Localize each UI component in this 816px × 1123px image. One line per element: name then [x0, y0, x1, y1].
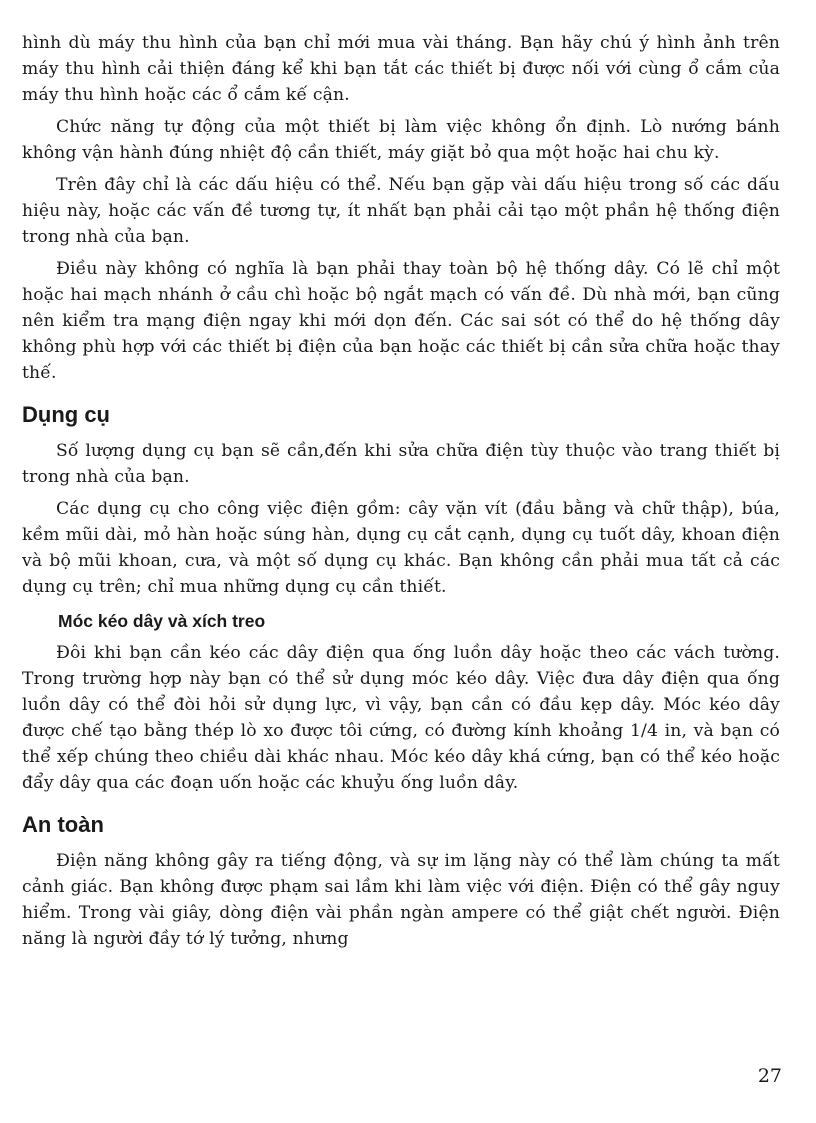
paragraph: Trên đây chỉ là các dấu hiệu có thể. Nếu bạn gặp vài dấu hiệu trong số các dấu hiệu này, hoặc các vấn đề tương tự, ít nhất bạn phải cải tạo một phần hệ thống điện trong nhà của bạn.: [22, 175, 780, 247]
paragraph: Chức năng tự động của một thiết bị làm việc không ổn định. Lò nướng bánh không vận hành đúng nhiệt độ cần thiết, máy giặt bỏ qua một hoặc hai chu kỳ.: [22, 117, 780, 163]
subsection-heading: Móc kéo dây và xích treo: [58, 611, 266, 631]
paragraph-continued: hình dù máy thu hình của bạn chỉ mới mua vài tháng. Bạn hãy chú ý hình ảnh trên máy thu hình cải thiện đáng kể khi bạn tắt các thiết bị được nối với cùng ổ cắm của máy thu hình hoặc các ổ cắm kế cận.: [22, 33, 780, 105]
paragraph: Số lượng dụng cụ bạn sẽ cần,đến khi sửa chữa điện tùy thuộc vào trang thiết bị trong nhà của bạn.: [22, 441, 780, 487]
paragraph: Các dụng cụ cho công việc điện gồm: cây vặn vít (đầu bằng và chữ thập), búa, kềm mũi dài, mỏ hàn hoặc súng hàn, dụng cụ cắt cạnh, dụng cụ tuốt dây, khoan điện và bộ mũi khoan, cưa, và một số dụng cụ khác. Bạn không cần phải mua tất cả các dụng cụ trên; chỉ mua những dụng cụ cần thiết.: [22, 499, 780, 597]
section-heading-safety: An toàn: [22, 812, 104, 837]
section-heading-tools: Dụng cụ: [22, 402, 110, 427]
page-number: 27: [757, 1065, 782, 1087]
paragraph: Điện năng không gây ra tiếng động, và sự im lặng này có thể làm chúng ta mất cảnh giác. Bạn không được phạm sai lầm khi làm việc với điện. Điện có thể gây nguy hiểm. Trong vài giây, dòng điện vài phần ngàn ampere có thể giật chết người. Điện năng là người đầy tớ lý tưởng, nhưng: [22, 851, 780, 949]
paragraph: Đôi khi bạn cần kéo các dây điện qua ống luồn dây hoặc theo các vách tường. Trong trường hợp này bạn có thể sử dụng móc kéo dây. Việc đưa dây điện qua ống luồn dây có thể đòi hỏi sử dụng lực, vì vậy, bạn cần có đầu kẹp dây. Móc kéo dây được chế tạo bằng thép lò xo được tôi cứng, có đường kính khoảng 1/4 in, và bạn có thể xếp chúng theo chiều dài khác nhau. Móc kéo dây khá cứng, bạn có thể kéo hoặc đẩy dây qua các đoạn uốn hoặc các khuỷu ống luồn dây.: [22, 643, 780, 793]
paragraph: Điều này không có nghĩa là bạn phải thay toàn bộ hệ thống dây. Có lẽ chỉ một hoặc hai mạch nhánh ở cầu chì hoặc bộ ngắt mạch có vấn đề. Dù nhà mới, bạn cũng nên kiểm tra mạng điện ngay khi mới dọn đến. Các sai sót có thể do hệ thống dây không phù hợp với các thiết bị điện của bạn hoặc các thiết bị cần sửa chữa hoặc thay thế.: [22, 259, 780, 383]
page-content: [22, 30, 780, 958]
